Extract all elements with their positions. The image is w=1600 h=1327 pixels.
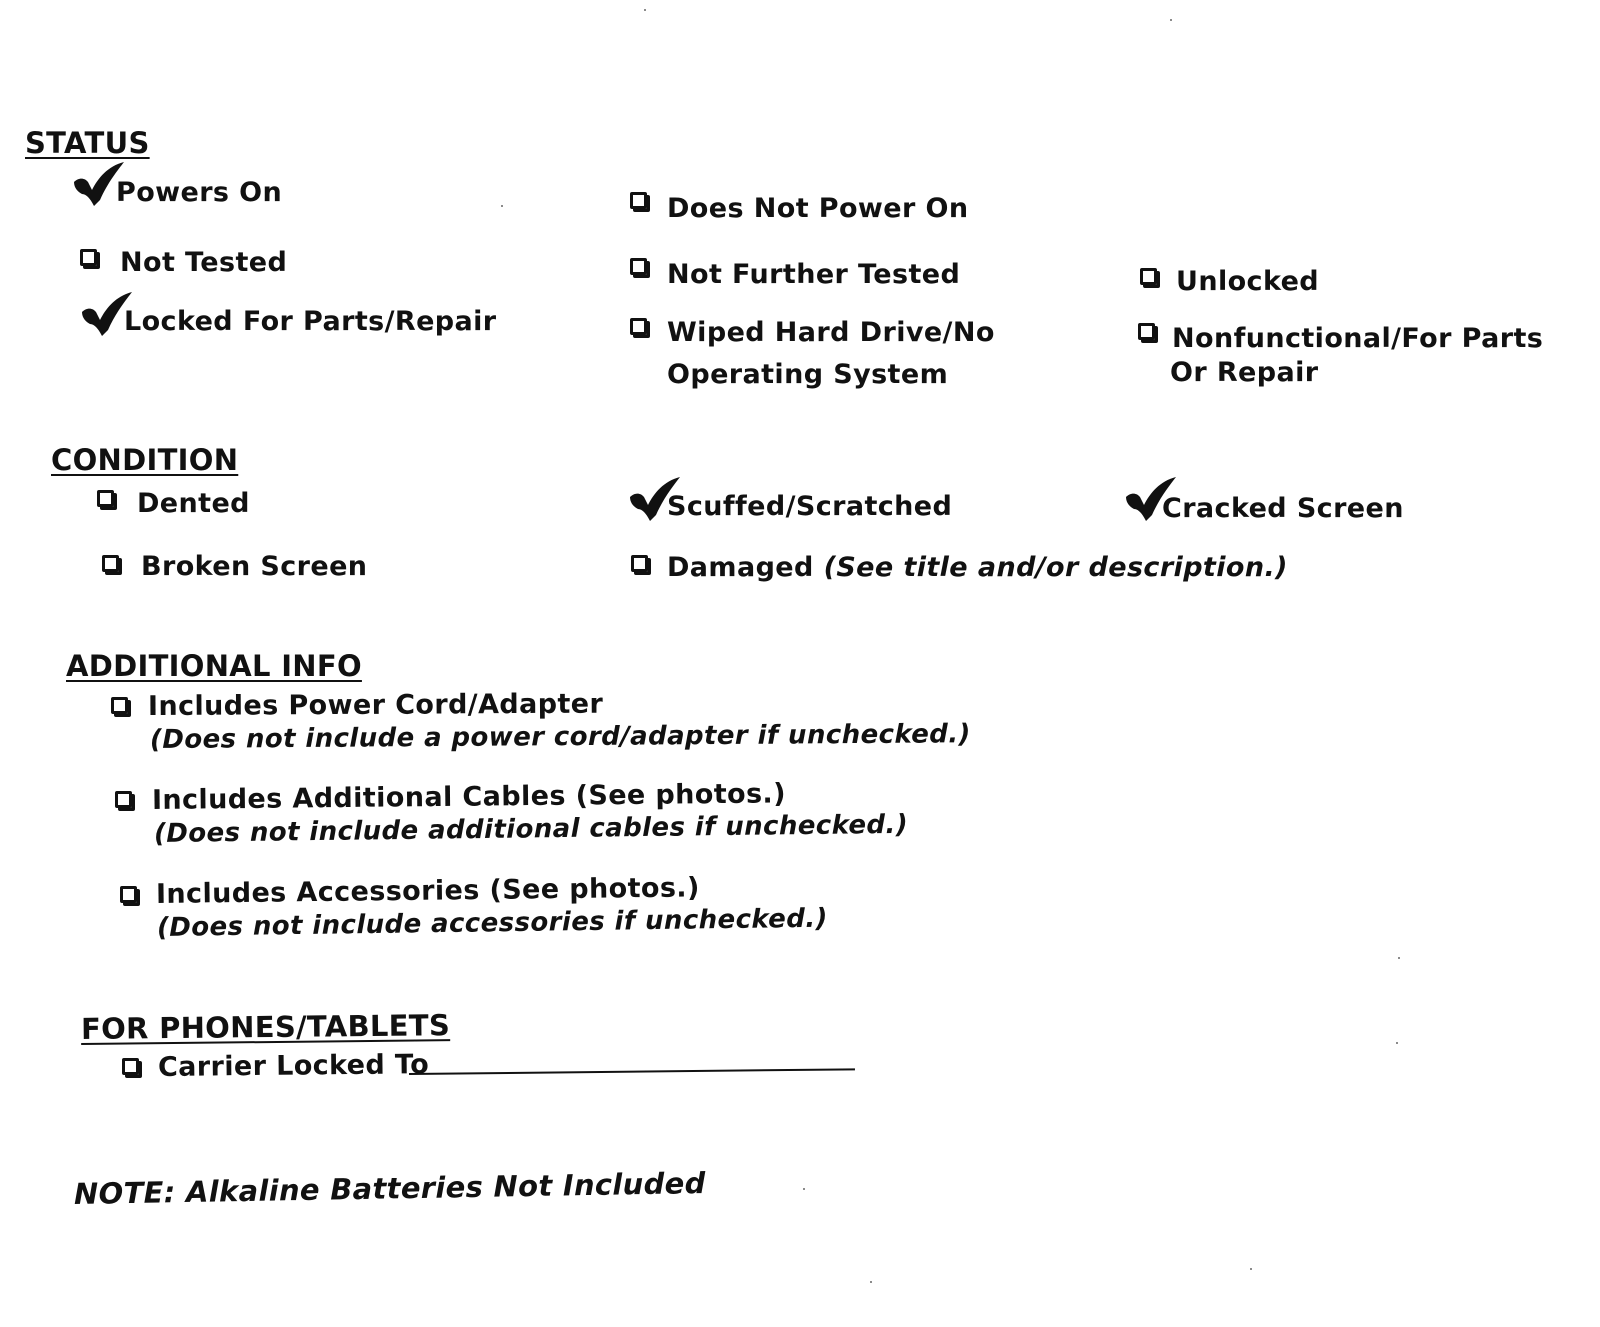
scan-speck (1398, 957, 1400, 959)
status-does-not-power-on: Does Not Power On (667, 193, 969, 224)
condition-scuffed-scratched: Scuffed/Scratched (667, 491, 953, 522)
checkbox-additional-cables[interactable] (115, 791, 132, 808)
scan-speck (644, 9, 646, 11)
checkbox-broken-screen[interactable] (102, 555, 119, 572)
checkbox-wiped-hard-drive[interactable] (630, 318, 647, 335)
status-unlocked: Unlocked (1176, 266, 1320, 297)
checkbox-not-further-tested[interactable] (630, 258, 647, 275)
status-heading: STATUS (25, 126, 150, 160)
batteries-note: NOTE: Alkaline Batteries Not Included (73, 1165, 706, 1211)
additional-info-heading: ADDITIONAL INFO (66, 649, 362, 683)
checkbox-carrier-locked[interactable] (122, 1058, 139, 1075)
status-not-tested: Not Tested (120, 247, 288, 278)
status-wiped-hard-drive-line1: Wiped Hard Drive/No (667, 317, 995, 348)
condition-dented: Dented (137, 488, 250, 519)
scan-speck (1396, 1042, 1398, 1044)
phones-tablets-heading: FOR PHONES/TABLETS (80, 1008, 451, 1046)
checkbox-dented[interactable] (97, 490, 114, 507)
additional-cables-sub: (Does not include additional cables if unchecked.) (153, 809, 909, 849)
checkbox-not-tested[interactable] (80, 249, 97, 266)
scan-speck (1170, 19, 1172, 21)
scan-speck (501, 205, 503, 207)
additional-cables: Includes Additional Cables (See photos.) (151, 778, 787, 816)
checkbox-nonfunctional[interactable] (1138, 323, 1155, 340)
carrier-locked-label: Carrier Locked To (157, 1049, 430, 1083)
status-powers-on: Powers On (116, 177, 283, 208)
scan-speck (1250, 1268, 1252, 1270)
carrier-locked-field[interactable] (409, 1068, 855, 1075)
checkbox-damaged[interactable] (631, 555, 648, 572)
condition-cracked-screen: Cracked Screen (1162, 493, 1404, 524)
condition-damaged-label: Damaged (667, 552, 814, 583)
condition-heading: CONDITION (51, 443, 239, 477)
scan-speck (870, 1281, 872, 1283)
condition-broken-screen: Broken Screen (141, 551, 368, 582)
additional-power-cord-sub: (Does not include a power cord/adapter if unchecked.) (149, 719, 971, 755)
additional-accessories-sub: (Does not include accessories if unchecked.) (156, 903, 828, 943)
additional-accessories: Includes Accessories (See photos.) (155, 872, 700, 910)
checkbox-unlocked[interactable] (1140, 268, 1157, 285)
status-nonfunctional-line1: Nonfunctional/For Parts (1172, 323, 1544, 354)
status-nonfunctional-line2: Or Repair (1170, 357, 1319, 388)
condition-damaged (667, 547, 1288, 589)
checkbox-accessories[interactable] (120, 886, 137, 903)
condition-damaged-note: (See title and/or description.) (823, 552, 1288, 583)
status-wiped-hard-drive-line2: Operating System (667, 359, 949, 390)
checkbox-does-not-power-on[interactable] (630, 192, 647, 209)
scan-speck (803, 1188, 805, 1190)
checkbox-power-cord[interactable] (111, 697, 128, 714)
additional-power-cord: Includes Power Cord/Adapter (147, 688, 604, 722)
status-locked-for-parts-repair: Locked For Parts/Repair (124, 306, 497, 337)
status-not-further-tested: Not Further Tested (667, 259, 961, 290)
